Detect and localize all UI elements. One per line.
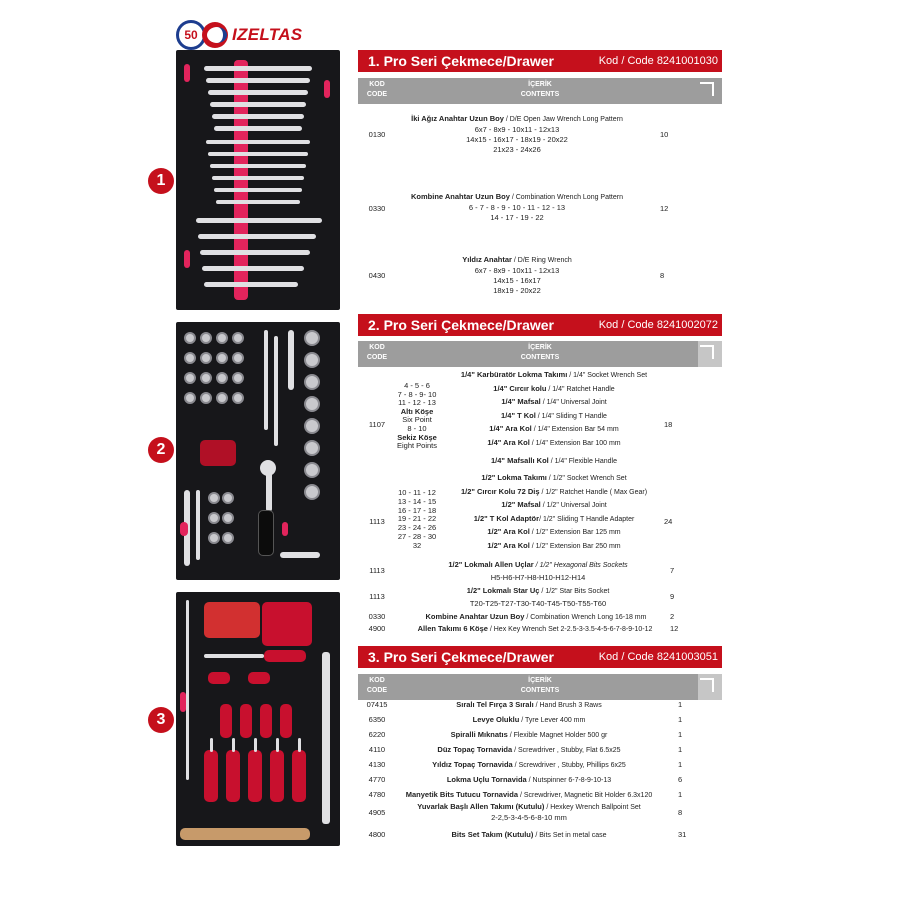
row-content: [398, 730, 660, 741]
row-name: Kombine Anahtar Uzun Boy: [410, 192, 510, 201]
item-name: 1/2" Mafsal: [501, 500, 541, 510]
row-code: 6350: [368, 715, 386, 724]
row-qty: 7: [670, 566, 675, 575]
company-logo: [176, 20, 336, 54]
qty-corner-icon: [700, 82, 714, 96]
row-desc: / Hex Key Wrench Set 2-2.5-3-3.5-4-5-6-7-8-9-10-12: [487, 626, 653, 633]
item-line: [448, 397, 660, 411]
size-line: 32: [412, 540, 422, 550]
item-desc: / 1/4" Universal Joint: [540, 399, 607, 407]
row-name: Yıldız Anahtar: [462, 255, 512, 264]
row-content: [394, 192, 640, 223]
row-sizes: 6x7 - 8x9 - 10x11 - 12x13: [474, 125, 560, 134]
row-content: [398, 715, 660, 726]
item-name: 1/2" Ara Kol: [487, 540, 530, 550]
section-2-code: Kod / Code 8241002072: [598, 319, 718, 331]
row-qty: 10: [660, 130, 669, 139]
row-qty: 8: [678, 808, 683, 817]
row-name: 1/2" Lokmalı Allen Uçlar: [448, 560, 534, 569]
section-3-row: [358, 700, 722, 710]
row-sizes: 14 - 17 - 19 - 22: [490, 213, 544, 222]
item-line: [448, 370, 660, 384]
row-code: 0430: [368, 271, 386, 280]
row-name: Manyetik Bits Tutucu Tornavida: [405, 790, 518, 799]
item-line: [448, 424, 660, 438]
row-code: 0130: [368, 130, 386, 139]
row-sizes: 2-2,5-3-4-5-6-8-10 mm: [491, 813, 567, 822]
item-line: [448, 384, 660, 398]
row-sizes: 6 - 7 - 8 - 9 - 10 - 11 - 12 - 13: [468, 203, 566, 212]
group-2-sizes: [388, 489, 446, 551]
row-code: 4900: [368, 624, 386, 633]
size-line: 13 - 14 - 15: [397, 496, 437, 506]
section-3-row: [358, 775, 722, 785]
row-name: Spiralli Mıknatıs: [450, 730, 508, 739]
row-name: Sıralı Tel Fırça 3 Sıralı: [456, 700, 534, 709]
group-2-items: [448, 473, 660, 555]
section-3-row: [358, 802, 722, 824]
row-code: 0330: [368, 612, 386, 621]
logo-text: IZELTAS: [232, 25, 303, 44]
item-name: 1/4" Mafsal: [501, 397, 541, 407]
row-sizes: H5-H6-H7-H8-H10-H12-H14: [490, 573, 586, 582]
row-qty: 6: [678, 775, 683, 784]
section-3-row: [358, 830, 722, 840]
row-content: [418, 586, 658, 611]
row-content: [398, 790, 660, 801]
size-line: 4 - 5 - 6: [404, 381, 430, 390]
row-qty: 2: [670, 612, 675, 621]
row-desc: / Screwdriver , Stubby, Flat 6.5x25: [512, 747, 621, 754]
qty-corner-icon: [700, 678, 714, 692]
drawer-3-number: 3: [148, 707, 174, 733]
col-content-header: İÇERİK CONTENTS: [520, 344, 560, 361]
row-qty: 1: [678, 745, 683, 754]
item-desc: / 1/4" Ratchet Handle: [546, 385, 615, 393]
item-desc: / 1/2" Extension Bar 125 mm: [529, 529, 621, 537]
item-desc: / 1/2" Extension Bar 250 mm: [529, 542, 621, 550]
size-line: 7 - 8 - 9- 10: [397, 389, 437, 399]
item-name: 1/2" Cırcır Kolu 72 Diş: [460, 486, 540, 496]
section-2-title: 2. Pro Seri Çekmece/Drawer: [368, 317, 554, 333]
item-line: [448, 500, 660, 514]
section-3-code: Kod / Code 8241003051: [598, 651, 718, 663]
row-desc: / Nutspinner 6-7-8-9-10-13: [526, 777, 612, 784]
item-name: 1/4" Karbüratör Lokma Takımı: [460, 370, 568, 379]
size-line: 23 - 24 - 26: [397, 523, 437, 533]
row-code: 1113: [369, 566, 385, 575]
row-sizes: 14x15 - 16x17: [493, 276, 541, 285]
section-3-row: [358, 745, 722, 755]
row-name: Lokma Uçlu Tornavida: [446, 775, 527, 784]
section-2-group-1: [358, 370, 722, 474]
row-name: Levye Oluklu: [472, 715, 520, 724]
row-content: [408, 612, 664, 623]
row-name: Yıldız Topaç Tornavida: [432, 760, 513, 769]
section-3-title: 3. Pro Seri Çekmece/Drawer: [368, 649, 554, 665]
row-desc: / Tyre Lever 400 mm: [519, 717, 586, 724]
item-desc: / 1/4" Flexible Handle: [548, 457, 617, 465]
row-content: [398, 830, 660, 841]
item-line: [448, 527, 660, 541]
item-line: [448, 487, 660, 501]
item-line: [448, 541, 660, 555]
section-2-row: [358, 624, 722, 634]
row-name: Allen Takımı 6 Köşe: [417, 624, 488, 633]
item-desc: / 1/4" Socket Wrench Set: [567, 372, 648, 379]
row-qty: 31: [678, 830, 687, 839]
section-2-row: [358, 560, 722, 584]
size-line: 16 - 17 - 18: [397, 505, 437, 515]
row-code: 1113: [369, 517, 385, 526]
section-2-title-bar: [358, 314, 722, 336]
size-line: 10 - 11 - 12: [398, 488, 436, 497]
size-line: 11 - 12 - 13: [398, 398, 436, 408]
section-1-code: Kod / Code 8241001030: [598, 55, 718, 67]
row-qty: 1: [678, 790, 683, 799]
row-desc: / 1/2" Hexagonal Bits Sockets: [533, 562, 628, 569]
row-desc: / Combination Wrench Long Pattern: [509, 194, 623, 201]
item-name: 1/4" Ara Kol: [487, 437, 530, 447]
row-name: Bits Set Takım (Kutulu): [451, 830, 534, 839]
item-line: [448, 473, 660, 487]
row-content: [398, 802, 660, 823]
row-qty: 18: [664, 420, 673, 429]
row-desc: / Combination Wrench Long 16-18 mm: [524, 614, 647, 621]
row-code: 6220: [368, 730, 386, 739]
row-desc: / Bits Set in metal case: [533, 832, 607, 839]
section-1-title-bar: [358, 50, 722, 72]
item-desc: / 1/4" Extension Bar 100 mm: [529, 439, 621, 447]
row-qty: 8: [660, 271, 665, 280]
row-code: 1107: [368, 420, 386, 429]
row-name: İki Ağız Anahtar Uzun Boy: [411, 114, 504, 123]
row-desc: / D/E Open Jaw Wrench Long Pattern: [503, 116, 623, 123]
size-line: 27 - 28 - 30: [397, 531, 437, 541]
row-qty: 12: [660, 204, 669, 213]
row-content: [398, 760, 660, 771]
size-line: 19 - 21 - 22: [397, 514, 437, 524]
section-3-title-bar: [358, 646, 722, 668]
section-3-row: [358, 760, 722, 770]
item-name: 1/2" Ara Kol: [487, 527, 530, 537]
row-code: 4800: [368, 830, 386, 839]
row-code: 4780: [368, 790, 386, 799]
row-name: Kombine Anahtar Uzun Boy: [425, 612, 525, 621]
section-3-row: [358, 790, 722, 800]
section-2-row: [358, 612, 722, 622]
row-sizes: 18x19 - 20x22: [493, 286, 541, 295]
row-name: Yuvarlak Başlı Allen Takımı (Kutulu): [417, 802, 545, 811]
row-qty: 1: [678, 730, 683, 739]
item-line: [448, 514, 660, 528]
item-name: 1/2" T Kol Adaptör: [473, 513, 540, 523]
item-line: [448, 438, 660, 456]
row-desc: / Hand Brush 3 Raws: [533, 702, 602, 709]
drawer-1-number: 1: [148, 168, 174, 194]
drawer-2-number: 2: [148, 437, 174, 463]
section-1-header: [358, 78, 722, 104]
item-name: 1/4" T Kol: [501, 410, 536, 420]
col-code-header: KOD CODE: [366, 677, 388, 694]
size-line: 8 - 10: [407, 423, 427, 433]
row-qty: 1: [678, 700, 683, 709]
row-content: [394, 624, 679, 635]
anniversary-badge: 50: [176, 20, 206, 50]
group-1-sizes: [388, 382, 446, 451]
section-2-group-2: [358, 473, 722, 559]
row-desc: / Hexkey Wrench Ballpoint Set: [544, 804, 641, 811]
row-content: [398, 700, 660, 711]
section-2: [358, 314, 722, 638]
item-line: [448, 411, 660, 425]
row-sizes: T20-T25-T27-T30-T40-T45-T50-T55-T60: [469, 599, 607, 608]
section-1-row: [358, 114, 722, 158]
group-1-items: [448, 370, 660, 470]
row-content: [394, 255, 640, 296]
section-1-row: [358, 192, 722, 226]
row-desc: / Flexible Magnet Holder 500 gr: [507, 732, 608, 739]
row-code: 1113: [369, 592, 385, 601]
row-content: [418, 560, 658, 585]
section-1: [358, 50, 722, 308]
section-3: [358, 646, 722, 846]
size-line: Six Point: [402, 415, 432, 425]
row-name: Düz Topaç Tornavida: [437, 745, 513, 754]
row-desc: / 1/2" Star Bits Socket: [539, 588, 610, 595]
item-desc: / 1/2" Socket Wrench Set: [546, 475, 627, 482]
section-3-header: [358, 674, 722, 700]
row-qty: 1: [678, 715, 683, 724]
row-desc: / D/E Ring Wrench: [511, 257, 572, 264]
section-2-row: [358, 586, 722, 610]
row-sizes: 6x7 - 8x9 - 10x11 - 12x13: [474, 266, 560, 275]
section-3-row: [358, 715, 722, 725]
row-content: [398, 745, 660, 756]
drawer-3-photo: [176, 592, 340, 846]
size-line: Eight Points: [396, 441, 438, 451]
row-code: 4770: [368, 775, 386, 784]
qty-corner-icon: [700, 345, 714, 359]
row-name: 1/2" Lokmalı Star Uç: [466, 586, 540, 595]
row-qty: 24: [664, 517, 673, 526]
row-qty: 9: [670, 592, 675, 601]
item-name: 1/2" Lokma Takımı: [481, 473, 547, 482]
drawer-2-photo: [176, 322, 340, 580]
size-line: Altı Köşe: [400, 406, 434, 416]
row-code: 07415: [366, 700, 388, 709]
item-name: 1/4" Cırcır kolu: [493, 383, 547, 393]
item-desc: / 1/2" Universal Joint: [540, 502, 607, 510]
item-desc: / 1/2" Ratchet Handle ( Max Gear): [539, 488, 648, 496]
logo-mark-icon: [202, 22, 228, 48]
section-3-row: [358, 730, 722, 740]
row-code: 4905: [368, 808, 386, 817]
row-sizes: 14x15 - 16x17 - 18x19 - 20x22: [466, 135, 568, 144]
section-1-row: [358, 255, 722, 299]
item-name: 1/4" Mafsallı Kol: [491, 455, 549, 465]
row-qty: 12: [670, 624, 679, 633]
row-desc: / Screwdriver , Stubby, Phillips 6x25: [512, 762, 626, 769]
col-content-header: İÇERİK CONTENTS: [520, 677, 560, 694]
item-line: [448, 456, 660, 470]
item-desc: / 1/4" Extension Bar 54 mm: [531, 426, 619, 434]
col-code-header: KOD CODE: [366, 81, 388, 98]
row-content: [394, 114, 640, 155]
row-desc: / Screwdriver, Magnetic Bit Holder 6.3x120: [518, 792, 653, 799]
item-desc: / 1/2" Sliding T Handle Adapter: [539, 515, 635, 523]
item-name: 1/4" Ara Kol: [489, 424, 532, 434]
item-desc: / 1/4" Sliding T Handle: [535, 412, 607, 420]
row-code: 0330: [368, 204, 386, 213]
section-2-header: [358, 341, 722, 367]
row-content: [398, 775, 660, 786]
row-code: 4130: [368, 760, 386, 769]
row-qty: 1: [678, 760, 683, 769]
size-line: Sekiz Köşe: [397, 432, 437, 442]
section-1-title: 1. Pro Seri Çekmece/Drawer: [368, 53, 554, 69]
col-code-header: KOD CODE: [366, 344, 388, 361]
row-code: 4110: [368, 745, 386, 754]
col-content-header: İÇERİK CONTENTS: [520, 81, 560, 98]
row-sizes: 21x23 - 24x26: [493, 145, 541, 154]
drawer-1-photo: [176, 50, 340, 310]
